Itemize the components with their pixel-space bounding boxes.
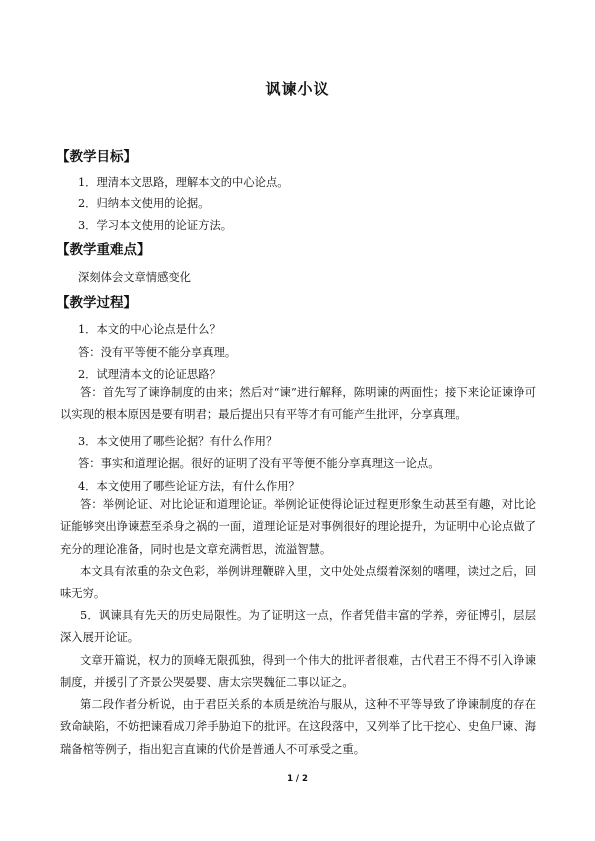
answer-3: 答：事实和道理论据。很好的证明了没有平等便不能分享真理这一论点。 — [78, 457, 440, 470]
goal-item: 3．学习本文使用的论证方法。 — [78, 219, 233, 232]
heading-process: 【教学过程】 — [56, 295, 137, 311]
answer-1: 答：没有平等便不能分享真理。 — [78, 346, 237, 359]
goal-item: 1．理清本文思路，理解本文的中心论点。 — [78, 176, 289, 189]
opening-paragraph: 文章开篇说，权力的顶峰无限孤独，得到一个伟大的批评者很难，古代君王不得不引入诤谏制度，并援引了齐景公哭晏婴、唐太宗哭魏征二事以证之。 — [60, 654, 536, 690]
question-5: 5．讽谏具有先天的历史局限性。为了证明这一点，作者凭借丰富的学养，旁征博引，层层深入展开论证。 — [60, 609, 536, 645]
second-paragraph: 第二段作者分析说，由于君臣关系的本质是统治与服从，这种不平等导致了诤谏制度的存在致命缺陷，不妨把谏看成刀斧手胁迫下的批评。在这段落中，又列举了比干挖心、史鱼尸谏、海瑞备棺等例子，指出犯言直谏的代价是普通人不可承受之重。 — [60, 698, 536, 756]
document-title: 讽谏小议 — [265, 80, 330, 98]
heading-goals: 【教学目标】 — [56, 149, 137, 165]
page-number: 1 / 2 — [287, 774, 308, 784]
question-2: 2．试理清本文的论证思路？ — [78, 368, 221, 381]
goal-item: 2．归纳本文使用的论据。 — [78, 197, 210, 210]
answer-2: 答：首先写了谏诤制度的由来；然后对“谏”进行解释，陈明谏的两面性；接下来论证谏诤可以实现的根本原因是要有明君；最后提出只有平等才有可能产生批评，分享真理。 — [60, 386, 536, 422]
question-4: 4．本文使用了哪些论证方法，有什么作用？ — [78, 480, 300, 493]
style-paragraph: 本文具有浓重的杂文色彩，举例讲理鞭辟入里，文中处处点缀着深刻的嗜哩，读过之后，回味无穷。 — [60, 565, 536, 601]
question-1: 1．本文的中心论点是什么？ — [78, 323, 221, 336]
answer-4: 答：举例论证、对比论证和道理论证。举例论证使得论证过程更形象生动甚至有趣，对比论证能够突出诤谏惹至杀身之祸的一面，道理论证是对事例很好的理论提升，为证明中心论点做了充分的理论准备，同时也是文章充满哲思，流溢智慧。 — [60, 498, 536, 556]
key-points-text: 深刻体会文章情感变化 — [78, 271, 191, 284]
heading-key-points: 【教学重难点】 — [56, 242, 151, 258]
question-3: 3．本文使用了哪些论据？有什么作用？ — [78, 435, 278, 448]
